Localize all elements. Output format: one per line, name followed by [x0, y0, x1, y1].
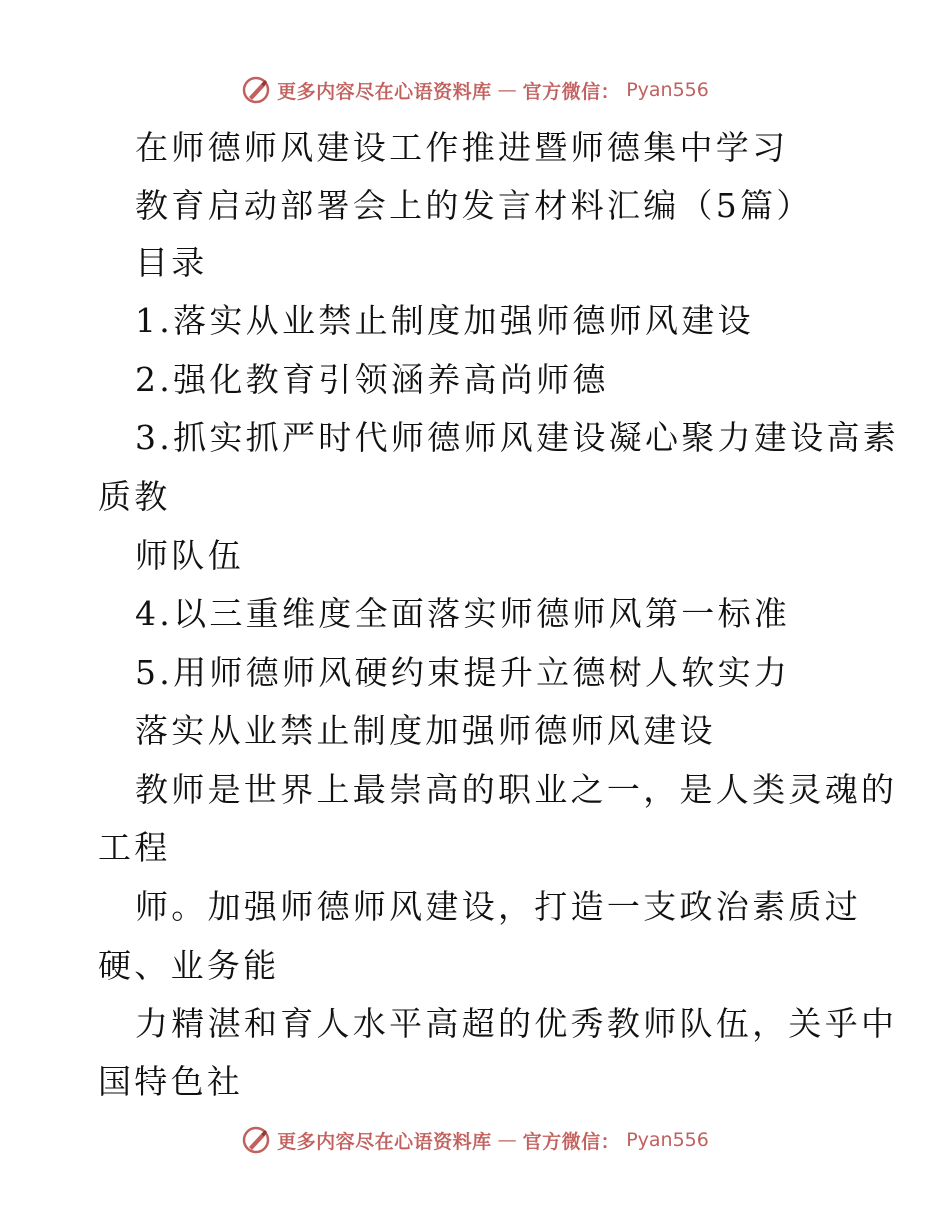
toc-item: 3.抓实抓严时代师德师风建设凝心聚力建设高素: [135, 418, 900, 457]
watermark-official: 官方微信：: [522, 1130, 621, 1153]
watermark-separator: —: [497, 79, 517, 101]
watermark-text: 更多内容尽在心语资料库: [277, 1130, 492, 1153]
watermark-text: 更多内容尽在心语资料库: [277, 80, 492, 103]
header-watermark: [0, 70, 950, 110]
watermark-separator: —: [497, 1129, 517, 1151]
watermark-official: 官方微信：: [522, 80, 621, 103]
toc-item: 4.以三重维度全面落实师德师风第一标准: [135, 594, 791, 633]
pen-circle-logo-icon: [241, 75, 271, 105]
toc-item: 5.用师德师风硬约束提升立德树人软实力: [135, 653, 791, 692]
section-title: 落实从业禁止制度加强师德师风建设: [135, 711, 716, 750]
body-line: 教师是世界上最崇高的职业之一，是人类灵魂的: [135, 770, 898, 809]
watermark-wechat-id: Pyan556: [626, 79, 709, 101]
doc-title-line-1: 在师德师风建设工作推进暨师德集中学习: [135, 128, 789, 167]
body-line: 工程: [98, 828, 171, 867]
toc-item-continued: 师队伍: [135, 536, 244, 575]
toc-item: 1.落实从业禁止制度加强师德师风建设: [135, 301, 754, 340]
body-line: 师。加强师德师风建设，打造一支政治素质过: [135, 887, 861, 926]
body-line: 国特色社: [98, 1062, 244, 1101]
doc-title-line-2: 教育启动部署会上的发言材料汇编（5篇）: [135, 186, 813, 225]
toc-heading: 目录: [135, 243, 208, 282]
watermark-wechat-id: Pyan556: [626, 1129, 709, 1151]
footer-watermark: [0, 1120, 950, 1160]
toc-item-continued: 质教: [98, 477, 171, 516]
pen-circle-logo-icon: [241, 1125, 271, 1155]
toc-item: 2.强化教育引领涵养高尚师德: [135, 360, 609, 399]
body-line: 力精湛和育人水平高超的优秀教师队伍，关乎中: [135, 1004, 898, 1043]
body-line: 硬、业务能: [98, 946, 280, 985]
